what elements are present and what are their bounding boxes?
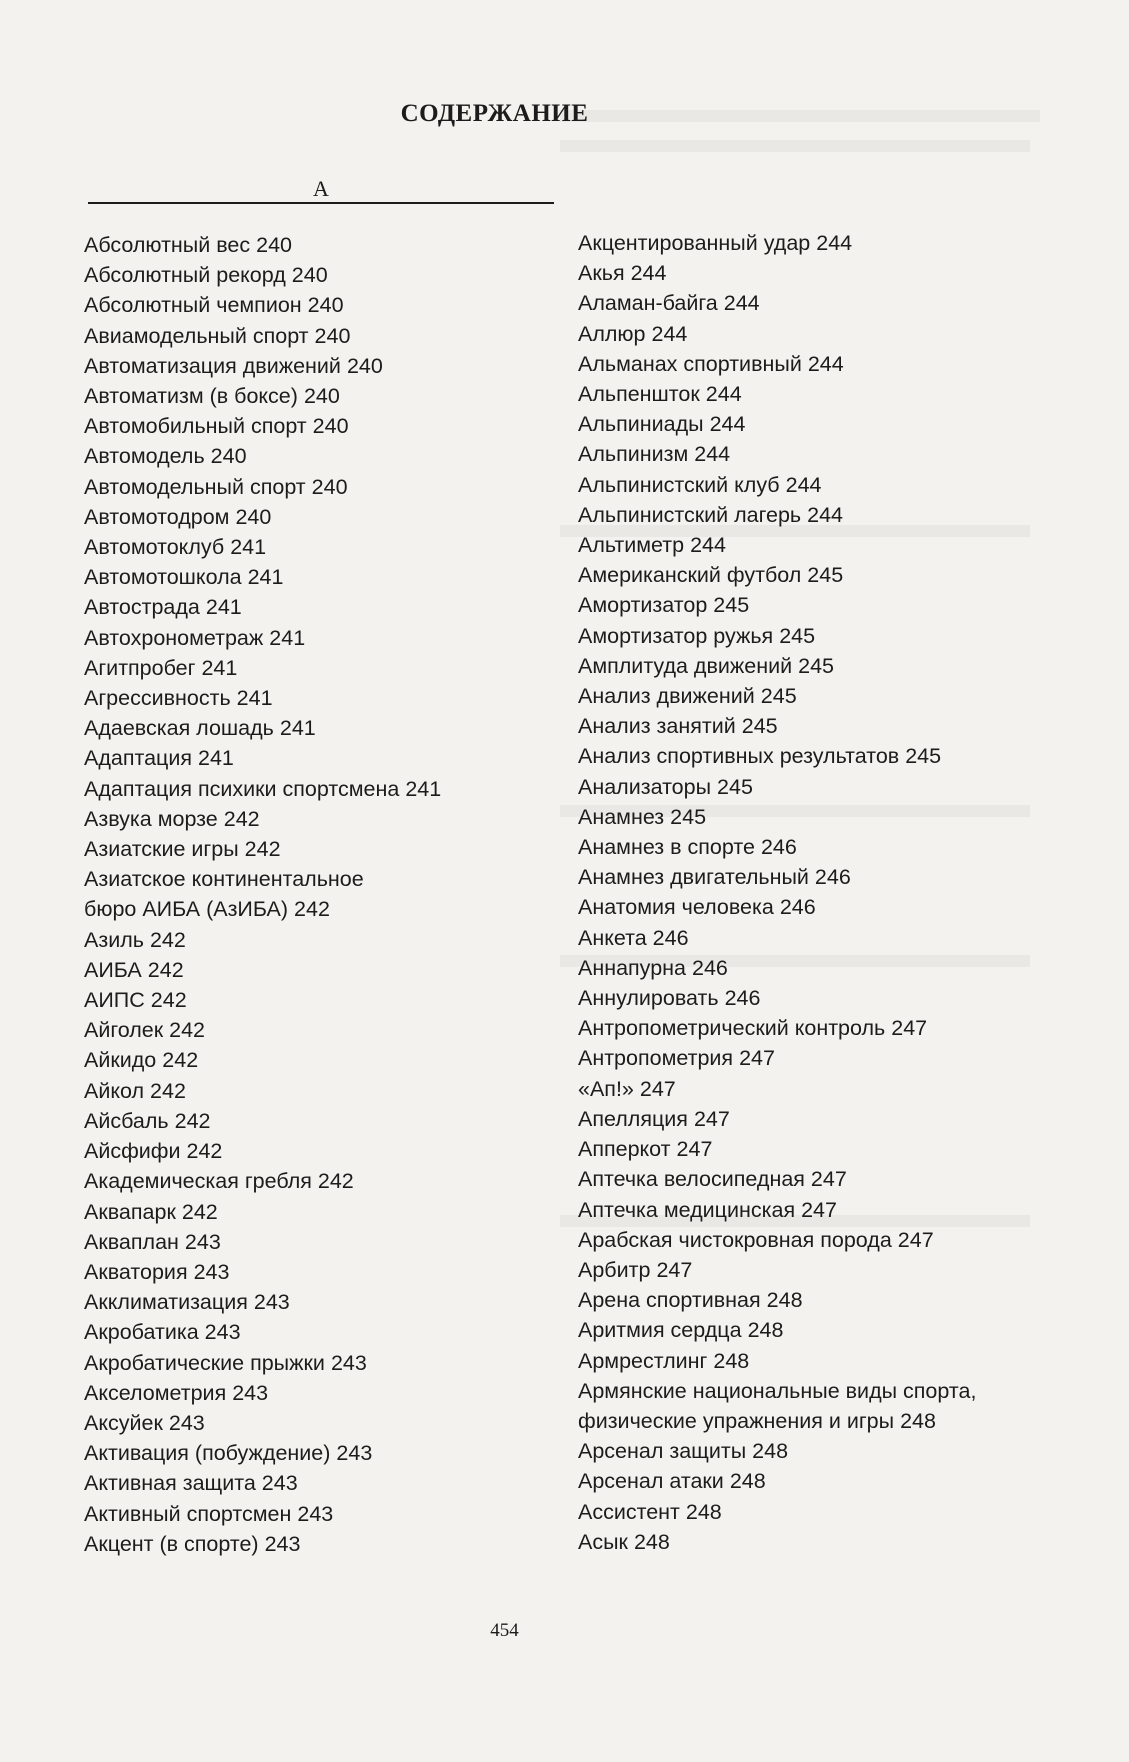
contents-entry [84, 260, 441, 290]
entry-term: Айголек [84, 1018, 164, 1043]
entry-term: Армрестлинг [578, 1348, 708, 1373]
entry-term: Анкета [578, 925, 647, 950]
entry-page-number: 248 [633, 1529, 670, 1554]
contents-entry [578, 1315, 976, 1345]
entry-term: Агитпробег [84, 655, 196, 680]
contents-entry [578, 621, 976, 651]
entry-term-line1: Азиатское континентальное [84, 867, 364, 892]
entry-page-number: 243 [193, 1259, 230, 1284]
entry-page-number: 241 [205, 595, 242, 620]
entry-page-number: 248 [747, 1318, 784, 1343]
entry-term: Акья [578, 261, 625, 286]
contents-entry [578, 802, 976, 832]
entry-term: Адаевская лошадь [84, 716, 274, 741]
entry-page-number: 240 [210, 444, 247, 469]
entry-page-number: 247 [656, 1257, 693, 1282]
contents-entry [84, 1045, 441, 1075]
entry-page-number: 246 [814, 865, 851, 890]
entry-term: Альпинистский лагерь [578, 502, 802, 527]
contents-entry [578, 1195, 976, 1225]
entry-term: Автомотоклуб [84, 535, 225, 560]
page-title: СОДЕРЖАНИЕ [400, 100, 589, 127]
contents-entry [84, 290, 441, 320]
entry-term: Абсолютный рекорд [84, 263, 286, 288]
entry-term: Айсбаль [84, 1108, 169, 1133]
entry-page-number: 243 [204, 1320, 241, 1345]
contents-entry [84, 1227, 441, 1257]
contents-entry [84, 502, 441, 532]
entry-term: Акцент (в спорте) [84, 1531, 259, 1556]
contents-entry [84, 804, 441, 834]
entry-page-number: 247 [897, 1227, 934, 1252]
entry-page-number: 243 [261, 1471, 298, 1496]
entry-page-number: 241 [269, 625, 306, 650]
bleed-through [560, 140, 1030, 152]
entry-page-number: 245 [741, 714, 778, 739]
entry-term: Адаптация [84, 746, 193, 771]
contents-entry [578, 1164, 976, 1194]
entry-page-number: 243 [336, 1441, 373, 1466]
contents-entry [84, 955, 441, 985]
entry-term: Аннапурна [578, 955, 686, 980]
contents-entry [578, 953, 976, 983]
contents-entry [84, 230, 441, 260]
contents-entry [84, 1015, 441, 1045]
contents-entry [84, 1287, 441, 1317]
contents-entry [578, 1134, 976, 1164]
contents-entry [578, 1497, 976, 1527]
entry-page-number: 240 [346, 353, 383, 378]
contents-entry [578, 983, 976, 1013]
contents-entry [578, 1104, 976, 1134]
entry-page-number: 245 [717, 774, 753, 799]
entry-term: Адаптация психики спортсмена [84, 776, 400, 801]
entry-term: Аннулировать [578, 986, 719, 1011]
entry-term: Анализ спортивных результатов [578, 744, 900, 769]
entry-term: Арабская чистокровная порода [578, 1227, 892, 1252]
entry-term: Акватория [84, 1259, 188, 1284]
contents-entry [84, 1197, 441, 1227]
entry-page-number: 247 [639, 1076, 676, 1101]
entry-term: Арбитр [578, 1257, 651, 1282]
entry-term: Автомодель [84, 444, 205, 469]
entry-page-number: 245 [779, 623, 816, 648]
entry-term: Авиамодельный спорт [84, 323, 309, 348]
entry-page-number: 242 [150, 988, 187, 1013]
contents-entry [578, 590, 976, 620]
entry-page-number: 242 [181, 1199, 218, 1224]
contents-entry [84, 713, 441, 743]
entry-page-number: 242 [149, 927, 186, 952]
entry-page-number: 245 [760, 684, 797, 709]
entry-page-number: 240 [312, 414, 349, 439]
contents-entry [84, 1529, 441, 1559]
contents-entry [578, 470, 976, 500]
entry-term: Акселометрия [84, 1380, 227, 1405]
contents-entry [84, 1378, 441, 1408]
contents-entry [84, 864, 441, 924]
entry-page-number: 247 [693, 1106, 730, 1131]
contents-entry [84, 774, 441, 804]
entry-term: Автоматизм (в боксе) [84, 384, 298, 409]
contents-entry [578, 319, 976, 349]
entry-page-number: 242 [244, 837, 281, 862]
contents-entry [84, 411, 441, 441]
entry-term: Айкол [84, 1078, 145, 1103]
entry-page-number: 246 [779, 895, 816, 920]
entry-page-number: 246 [724, 986, 761, 1011]
entry-term: Акклиматизация [84, 1290, 248, 1315]
contents-entry [84, 1468, 441, 1498]
entry-page-number: 240 [256, 233, 293, 257]
entry-page-number: 248 [766, 1288, 803, 1313]
contents-entry [84, 1408, 441, 1438]
entry-term: Арена спортивная [578, 1288, 761, 1313]
entry-term: Активный спортсмен [84, 1501, 292, 1526]
entry-term: Апперкот [578, 1137, 671, 1162]
entry-page-number: 240 [291, 263, 328, 288]
entry-page-number: 242 [147, 957, 184, 982]
contents-entry [578, 288, 976, 318]
contents-entry [578, 439, 976, 469]
contents-entry [84, 623, 441, 653]
contents-entry [84, 925, 441, 955]
entry-page-number: 247 [810, 1167, 847, 1192]
entry-term: Ассистент [578, 1499, 680, 1524]
entry-page-number: 248 [729, 1469, 766, 1494]
entry-page-number: 246 [760, 835, 797, 860]
entry-page-number: 241 [230, 535, 267, 560]
contents-entry [578, 349, 976, 379]
contents-entry [84, 683, 441, 713]
contents-entry [84, 381, 441, 411]
entry-term: Аптечка велосипедная [578, 1167, 805, 1192]
entry-page-number: 242 [174, 1108, 211, 1133]
entry-term: физические упражнения и игры [578, 1408, 895, 1433]
entry-term: Аквапарк [84, 1199, 176, 1224]
entry-term: Альпиниады [578, 412, 704, 437]
entry-page-number: 241 [236, 686, 273, 711]
entry-page-number: 245 [670, 804, 707, 829]
entry-term: Антропометрия [578, 1046, 734, 1071]
contents-entry [578, 741, 976, 771]
entry-page-number: 245 [905, 744, 942, 769]
entry-term: Анатомия человека [578, 895, 774, 920]
contents-entry [578, 711, 976, 741]
contents-entry [578, 258, 976, 288]
entry-page-number: 246 [691, 955, 728, 980]
entry-term: Аптечка медицинская [578, 1197, 796, 1222]
entry-term: Амортизатор [578, 593, 708, 618]
entry-page-number: 244 [807, 351, 844, 376]
entry-term: Автоматизация движений [84, 353, 341, 378]
contents-entry [84, 1438, 441, 1468]
contents-entry [578, 1225, 976, 1255]
entry-page-number: 243 [330, 1350, 367, 1375]
entry-page-number: 244 [785, 472, 822, 497]
entry-term: Альтиметр [578, 533, 685, 558]
entry-term: Апелляция [578, 1106, 688, 1131]
contents-column-right [578, 228, 976, 1557]
entry-page-number: 248 [685, 1499, 722, 1524]
contents-entry [84, 1076, 441, 1106]
contents-entry [578, 892, 976, 922]
entry-page-number: 245 [713, 593, 750, 618]
entry-term: Асык [578, 1529, 628, 1554]
entry-page-number: 247 [676, 1137, 713, 1162]
entry-page-number: 243 [297, 1501, 334, 1526]
entry-page-number: 241 [198, 746, 234, 771]
entry-term: Азиатские игры [84, 837, 239, 862]
entry-term: Активная защита [84, 1471, 256, 1496]
entry-term: Антропометрический контроль [578, 1016, 886, 1041]
entry-term: Акваплан [84, 1229, 179, 1254]
entry-term: Азиль [84, 927, 144, 952]
contents-entry [578, 862, 976, 892]
section-letter: А [313, 176, 329, 201]
contents-entry [84, 441, 441, 471]
entry-term: Анализ движений [578, 684, 755, 709]
contents-entry [578, 228, 976, 258]
entry-page-number: 240 [311, 474, 348, 499]
entry-page-number: 247 [891, 1016, 928, 1041]
entry-page-number: 245 [807, 563, 844, 588]
entry-term: Амортизатор ружья [578, 623, 774, 648]
contents-entry [578, 1043, 976, 1073]
entry-term: Альманах спортивный [578, 351, 802, 376]
entry-term: Арсенал защиты [578, 1439, 747, 1464]
entry-page-number: 241 [247, 565, 284, 590]
entry-term: Анамнез в спорте [578, 835, 755, 860]
entry-term: Альпинистский клуб [578, 472, 780, 497]
entry-page-number: 244 [816, 231, 853, 255]
entry-term: Анализаторы [578, 774, 712, 799]
entry-term: Аламан-байга [578, 291, 718, 316]
contents-entry [578, 409, 976, 439]
entry-term: Аритмия сердца [578, 1318, 742, 1343]
contents-entry [84, 321, 441, 351]
entry-page-number: 240 [307, 293, 344, 318]
contents-entry [578, 500, 976, 530]
contents-column-left [84, 230, 441, 1559]
entry-page-number: 248 [900, 1408, 936, 1433]
entry-page-number: 242 [317, 1169, 354, 1194]
entry-term: Агрессивность [84, 686, 231, 711]
entry-term: Автострада [84, 595, 200, 620]
contents-entry [578, 1376, 976, 1436]
entry-page-number: 242 [169, 1018, 205, 1043]
entry-page-number: 244 [630, 261, 667, 286]
entry-term: Акробатические прыжки [84, 1350, 325, 1375]
entry-term: Анамнез двигательный [578, 865, 809, 890]
entry-page-number: 244 [694, 442, 731, 467]
entry-term-line1: Армянские национальные виды спорта, [578, 1378, 977, 1403]
entry-term: Анализ занятий [578, 714, 736, 739]
contents-entry [84, 472, 441, 502]
entry-page-number: 242 [223, 806, 260, 831]
contents-entry [84, 1106, 441, 1136]
entry-page-number: 243 [232, 1380, 269, 1405]
entry-term: Активация (побуждение) [84, 1441, 331, 1466]
entry-page-number: 246 [652, 925, 689, 950]
contents-entry [578, 1285, 976, 1315]
entry-page-number: 244 [709, 412, 746, 437]
entry-page-number: 244 [807, 502, 843, 527]
entry-term: Айкидо [84, 1048, 157, 1073]
section-letter-heading [88, 176, 554, 204]
entry-term: бюро АИБА (АзИБА) [84, 897, 289, 922]
contents-entry [84, 1257, 441, 1287]
entry-term: Автомотошкола [84, 565, 242, 590]
entry-page-number: 248 [752, 1439, 789, 1464]
contents-entry [84, 1136, 441, 1166]
contents-entry [84, 351, 441, 381]
entry-term: Айсфифи [84, 1139, 181, 1164]
contents-entry [84, 834, 441, 864]
entry-term: Автомобильный спорт [84, 414, 307, 439]
entry-term: Акцентированный удар [578, 231, 811, 255]
contents-entry [578, 1255, 976, 1285]
contents-entry [84, 1348, 441, 1378]
entry-term: Альпинизм [578, 442, 689, 467]
contents-entry [578, 832, 976, 862]
entry-page-number: 242 [150, 1078, 186, 1103]
contents-entry [578, 1074, 976, 1104]
entry-term: Анамнез [578, 804, 665, 829]
contents-entry [578, 1527, 976, 1557]
entry-page-number: 243 [184, 1229, 221, 1254]
contents-entry [84, 1499, 441, 1529]
contents-entry [578, 651, 976, 681]
entry-page-number: 244 [723, 291, 760, 316]
contents-entry [578, 772, 976, 802]
entry-page-number: 244 [690, 533, 726, 558]
entry-page-number: 243 [264, 1531, 301, 1556]
contents-entry [84, 592, 441, 622]
entry-page-number: 247 [739, 1046, 775, 1071]
entry-page-number: 243 [253, 1290, 290, 1315]
entry-term: «Ап!» [578, 1076, 634, 1101]
contents-entry [578, 681, 976, 711]
entry-term: АИБА [84, 957, 142, 982]
entry-term: Автохронометраж [84, 625, 264, 650]
entry-page-number: 242 [186, 1139, 223, 1164]
entry-term: Амплитуда движений [578, 653, 793, 678]
entry-term: Аксуйек [84, 1410, 163, 1435]
entry-term: Академическая гребля [84, 1169, 312, 1194]
contents-entry [84, 985, 441, 1015]
contents-entry [578, 1466, 976, 1496]
entry-term: Автомотодром [84, 504, 230, 529]
entry-term: АИПС [84, 988, 145, 1013]
contents-entry [578, 379, 976, 409]
contents-entry [84, 562, 441, 592]
entry-page-number: 244 [651, 321, 688, 346]
contents-entry [578, 1436, 976, 1466]
entry-term: Акробатика [84, 1320, 199, 1345]
entry-page-number: 241 [201, 655, 238, 680]
entry-page-number: 242 [162, 1048, 199, 1073]
entry-term: Абсолютный вес [84, 233, 251, 257]
entry-page-number: 241 [405, 776, 442, 801]
entry-page-number: 240 [235, 504, 272, 529]
contents-entry [84, 1166, 441, 1196]
contents-entry [84, 653, 441, 683]
entry-page-number: 241 [279, 716, 316, 741]
contents-entry [578, 923, 976, 953]
contents-entry [578, 530, 976, 560]
entry-page-number: 244 [705, 382, 742, 407]
entry-page-number: 243 [168, 1410, 205, 1435]
contents-entry [84, 1317, 441, 1347]
entry-term: Автомодельный спорт [84, 474, 306, 499]
entry-page-number: 248 [713, 1348, 750, 1373]
entry-page-number: 242 [294, 897, 330, 922]
entry-term: Арсенал атаки [578, 1469, 724, 1494]
contents-entry [84, 743, 441, 773]
entry-term: Аллюр [578, 321, 646, 346]
contents-entry [578, 1346, 976, 1376]
entry-page-number: 240 [303, 384, 340, 409]
contents-entry [578, 560, 976, 590]
contents-entry [84, 532, 441, 562]
contents-entry [578, 1013, 976, 1043]
entry-page-number: 247 [801, 1197, 837, 1222]
entry-term: Альпеншток [578, 382, 700, 407]
entry-page-number: 240 [314, 323, 351, 348]
entry-term: Американский футбол [578, 563, 802, 588]
page-number: 454 [490, 1620, 519, 1641]
entry-term: Абсолютный чемпион [84, 293, 302, 318]
entry-term: Азвука морзе [84, 806, 218, 831]
entry-page-number: 245 [798, 653, 835, 678]
